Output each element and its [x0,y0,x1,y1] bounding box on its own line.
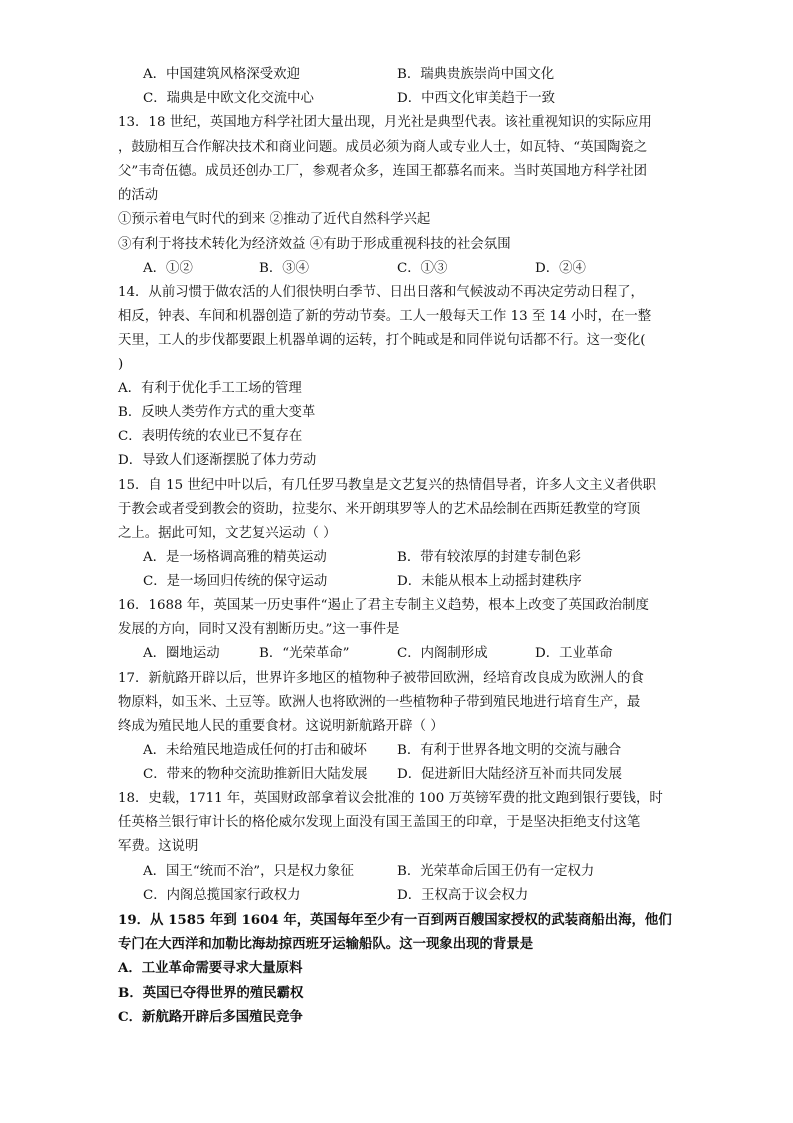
q14-stem-line-4: ) [118,357,124,372]
q16-option-c: C．内阁制形成 [397,646,488,661]
q14-option-d: D．导致人们逐渐摆脱了体力劳动 [118,453,317,468]
q16-stem-line-1: 16．1688 年，英国某一历史事件“遏止了君主专制主义趋势，根本上改变了英国政治制度 [118,598,649,613]
q14-stem-line-3: 天里，工人的步伐都要跟上机器单调的运转，打个盹或是和同伴说句话都不行。这一变化( [118,333,646,348]
q13-stem-line-1: 13．18 世纪，英国地方科学社团大量出现，月光社是典型代表。该社重视知识的实际应用 [118,115,652,130]
q13-option-c: C．①③ [397,261,448,276]
q15-options-row-2 [0,573,793,591]
q19-option-c: C．新航路开辟后多国殖民竞争 [118,1009,303,1025]
q12-option-a: A．中国建筑风格深受欢迎 [143,67,300,82]
q12-option-b: B．瑞典贵族崇尚中国文化 [397,67,555,82]
q17-stem-line-2: 物原料，如玉米、土豆等。欧洲人也将欧洲的一些植物种子带到殖民地进行培育生产，最 [118,695,641,710]
q18-options-row-1 [0,863,793,881]
q15-option-d: D．未能从根本上动摇封建秩序 [397,574,582,589]
q18-stem-line-3: 军费。这说明 [118,839,199,854]
q14-option-c: C．表明传统的农业已不复存在 [118,429,303,444]
q12-options-row-1 [0,66,793,84]
q19-stem-line-2: 专门在大西洋和加勒比海劫掠西班牙运输船队。这一现象出现的背景是 [118,936,534,952]
q18-option-c: C．内阁总揽国家行政权力 [143,888,301,903]
q13-option-a: A．①② [143,261,193,276]
q15-stem-line-2: 于教会或者受到教会的资助，拉斐尔、米开朗琪罗等人的艺术品绘制在西斯廷教堂的穹顶 [118,502,641,517]
q14-option-b: B．反映人类劳作方式的重大变革 [118,405,316,420]
q13-item-line-2: ③有利于将技术转化为经济效益 ④有助于形成重视科技的社会氛围 [118,237,511,252]
q14-stem-line-2: 相反，钟表、车间和机器创造了新的劳动节奏。工人一般每天工作 13 至 14 小时，在一整 [118,309,652,324]
q13-option-b: B．③④ [259,261,310,276]
q15-options-row-1 [0,549,793,567]
q17-stem-line-3: 终成为殖民地人民的重要食材。这说明新航路开辟（ ） [118,719,444,734]
q13-item-line-1: ①预示着电气时代的到来 ②推动了近代自然科学兴起 [118,212,431,227]
q17-option-d: D．促进新旧大陆经济互补而共同发展 [397,767,622,782]
q15-option-a: A．是一场格调高雅的精英运动 [143,550,327,565]
q16-option-a: A．圈地运动 [143,646,220,661]
q13-stem-line-3: 父”韦奇伍德。成员还创办工厂，参观者众多，连国王都慕名而来。当时英国地方科学社团 [118,164,648,179]
q17-stem-line-1: 17．新航路开辟以后，世界许多地区的植物种子被带回欧洲，经培育改良成为欧洲人的食 [118,671,644,686]
q12-option-d: D．中西文化审美趋于一致 [397,91,556,106]
q12-options-row-2 [0,90,793,108]
q13-option-d: D．②④ [535,261,586,276]
q19-option-a: A．工业革命需要寻求大量原料 [118,960,303,976]
q12-option-c: C．瑞典是中欧文化交流中心 [143,91,314,106]
q14-stem-line-1: 14．从前习惯于做农活的人们很快明白季节、日出日落和气候波动不再决定劳动日程了， [118,285,644,300]
q18-option-b: B．光荣革命后国王仍有一定权力 [397,864,595,879]
q13-stem-line-2: ，鼓励相互合作解决技术和商业问题。成员必须为商人或专业人士，如瓦特、“英国陶瓷之 [118,140,648,155]
q16-stem-line-2: 发展的方向，同时又没有割断历史。”这一事件是 [118,622,400,637]
q19-stem-line-1: 19．从 1585 年到 1604 年，英国每年至少有一百到两百艘国家授权的武装商船出海，他们 [118,912,672,928]
q17-option-a: A．未给殖民地造成任何的打击和破坏 [143,743,367,758]
q18-options-row-2 [0,887,793,905]
q15-option-c: C．是一场回归传统的保守运动 [143,574,328,589]
q19-option-b: B．英国已夺得世界的殖民霸权 [118,985,304,1001]
q16-option-b: B．“光荣革命” [259,646,350,661]
q18-stem-line-2: 任英格兰银行审计长的格伦威尔发现上面没有国王盖国王的印章，于是坚决拒绝支付这笔 [118,815,641,830]
q13-options-row [0,260,793,278]
q17-options-row-2 [0,766,793,784]
q15-option-b: B．带有较浓厚的封建专制色彩 [397,550,581,565]
q13-stem-line-4: 的活动 [118,188,159,203]
q17-option-b: B．有利于世界各地文明的交流与融合 [397,743,622,758]
q15-stem-line-1: 15．自 15 世纪中叶以后，有几任罗马教皇是文艺复兴的热情倡导者，许多人文主义者供职 [118,478,657,493]
q16-option-d: D．工业革命 [535,646,613,661]
q18-option-d: D．王权高于议会权力 [397,888,529,903]
q15-stem-line-3: 之上。据此可知，文艺复兴运动（ ） [118,526,337,541]
q18-option-a: A．国王“统而不治”，只是权力象征 [143,864,354,879]
q17-options-row-1 [0,742,793,760]
q18-stem-line-1: 18．史载，1711 年，英国财政部拿着议会批准的 100 万英镑军费的批文跑到银行要钱，时 [118,791,663,806]
q16-options-row [0,645,793,663]
q14-option-a: A．有利于优化手工工场的管理 [118,381,302,396]
q17-option-c: C．带来的物种交流助推新旧大陆发展 [143,767,368,782]
